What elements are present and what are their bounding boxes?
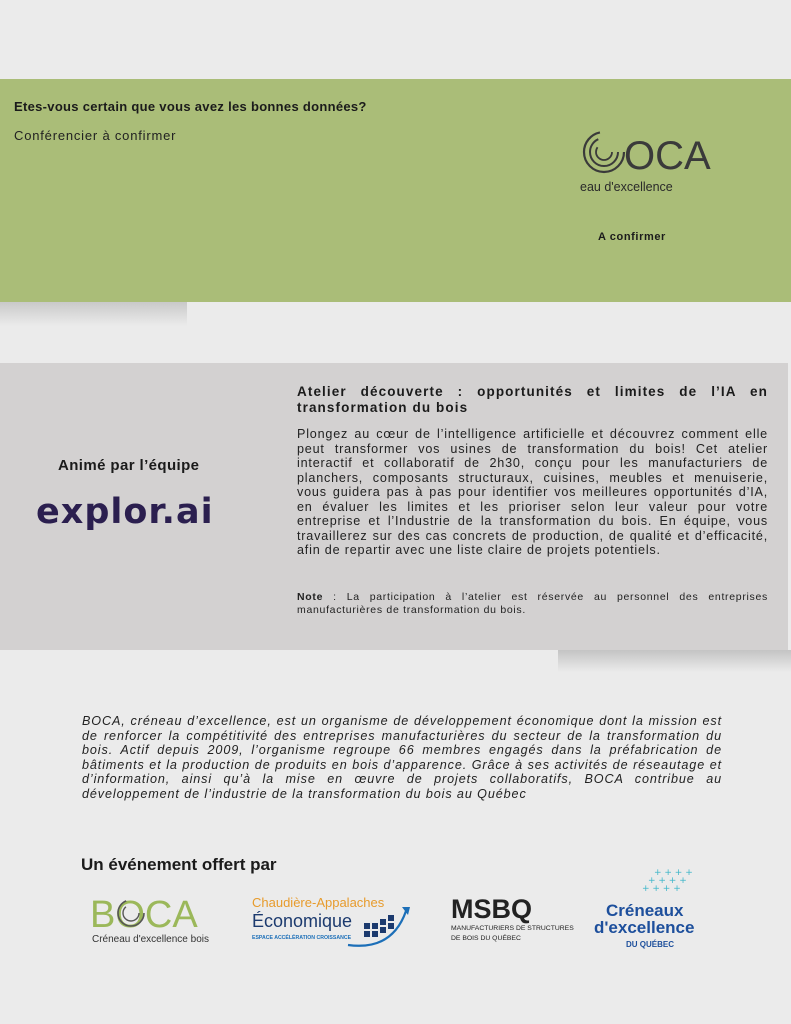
decorative-shadow bbox=[558, 650, 791, 672]
workshop-description: Plongez au cœur de l’intelligence artificielle et découvrez comment elle peut transformer vos usines de transformation du bois! Cet atelier interactif et collaboratif de 2h30, conçu pour les manufacturiers de planchers, composants structuraux, cuisines, meubles et menuiserie, vous guidera pas à pas pour identifier vos meilleures opportunités d’IA, en évaluer les limites et les prioriser selon leur valeur pour votre entreprise et l’Industrie de la transformation du bois. En équipe, vous travaillerez sur des cas concrets de production, de qualité et d’efficacité, afin de repartir avec une liste claire de projets potentiels. bbox=[297, 427, 768, 557]
msbq-name: MSBQ bbox=[451, 894, 532, 924]
explorai-logo bbox=[36, 491, 246, 531]
ca-line3: ESPACE ACCÉLÉRATION CROISSANCE bbox=[252, 935, 352, 941]
svg-text:+ + + +: + + + + bbox=[648, 876, 687, 886]
boca-sponsor-logo bbox=[90, 891, 215, 947]
session-status: A confirmer bbox=[598, 231, 666, 243]
decorative-shadow bbox=[0, 302, 187, 326]
boca-sponsor-tagline: Créneau d'excellence bois bbox=[92, 934, 209, 945]
animated-by-label: Animé par l’équipe bbox=[58, 457, 200, 474]
creneaux-excellence-logo bbox=[592, 866, 717, 952]
msbq-line2: DE BOIS DU QUÉBEC bbox=[451, 935, 521, 942]
about-boca: BOCA, créneau d’excellence, est un organisme de développement économique dont la mission est de renforcer la compétitivité des entreprises manufacturières du secteur de la transformation du bois. Actif depuis 2009, l’organisme regroupe 66 membres engagés dans la préfabrication de bâtiments et la production de produits en bois d’apparence. Grâce à ses activités de réseautage et d’information, ainsi qu’à la mise en œuvre de projets collaboratifs, BOCA contribue au développement de l’industrie de la transformation du bois au Québec bbox=[82, 714, 722, 801]
boca-logo bbox=[580, 121, 710, 197]
svg-text:+ + + +: + + + + bbox=[642, 884, 681, 894]
creneaux-line1: Créneaux bbox=[606, 901, 684, 920]
ca-line1: Chaudière-Appalaches bbox=[252, 895, 385, 910]
boca-logo-tagline: eau d'excellence bbox=[580, 180, 673, 194]
svg-text:+ + + +: + + + + bbox=[654, 868, 693, 878]
explorai-logo-text: explor.ai bbox=[36, 492, 214, 532]
workshop-note bbox=[297, 591, 768, 616]
chaudiere-appalaches-logo bbox=[252, 893, 414, 953]
boca-logo-letters: OCA bbox=[624, 134, 711, 178]
sponsors-heading: Un événement offert par bbox=[81, 855, 277, 874]
creneaux-line3: DU QUÉBEC bbox=[626, 940, 675, 949]
session-title: Etes-vous certain que vous avez les bonnes données? bbox=[14, 99, 367, 114]
session-banner bbox=[0, 79, 791, 302]
workshop-title: Atelier découverte : opportunités et limites de l’IA en transformation du bois bbox=[297, 384, 768, 415]
ca-line2: Économique bbox=[252, 911, 353, 931]
creneaux-line2: d'excellence bbox=[594, 918, 695, 937]
workshop-section bbox=[0, 363, 788, 650]
note-text: : La participation à l’atelier est réservée au personnel des entreprises manufacturières de transformation du bois. bbox=[297, 591, 768, 616]
note-label: Note bbox=[297, 591, 324, 603]
session-speaker: Conférencier à confirmer bbox=[14, 128, 177, 143]
msbq-logo bbox=[451, 892, 574, 948]
msbq-line1: MANUFACTURIERS DE STRUCTURES bbox=[451, 925, 574, 932]
boca-sponsor-name: BOCA bbox=[90, 894, 198, 936]
